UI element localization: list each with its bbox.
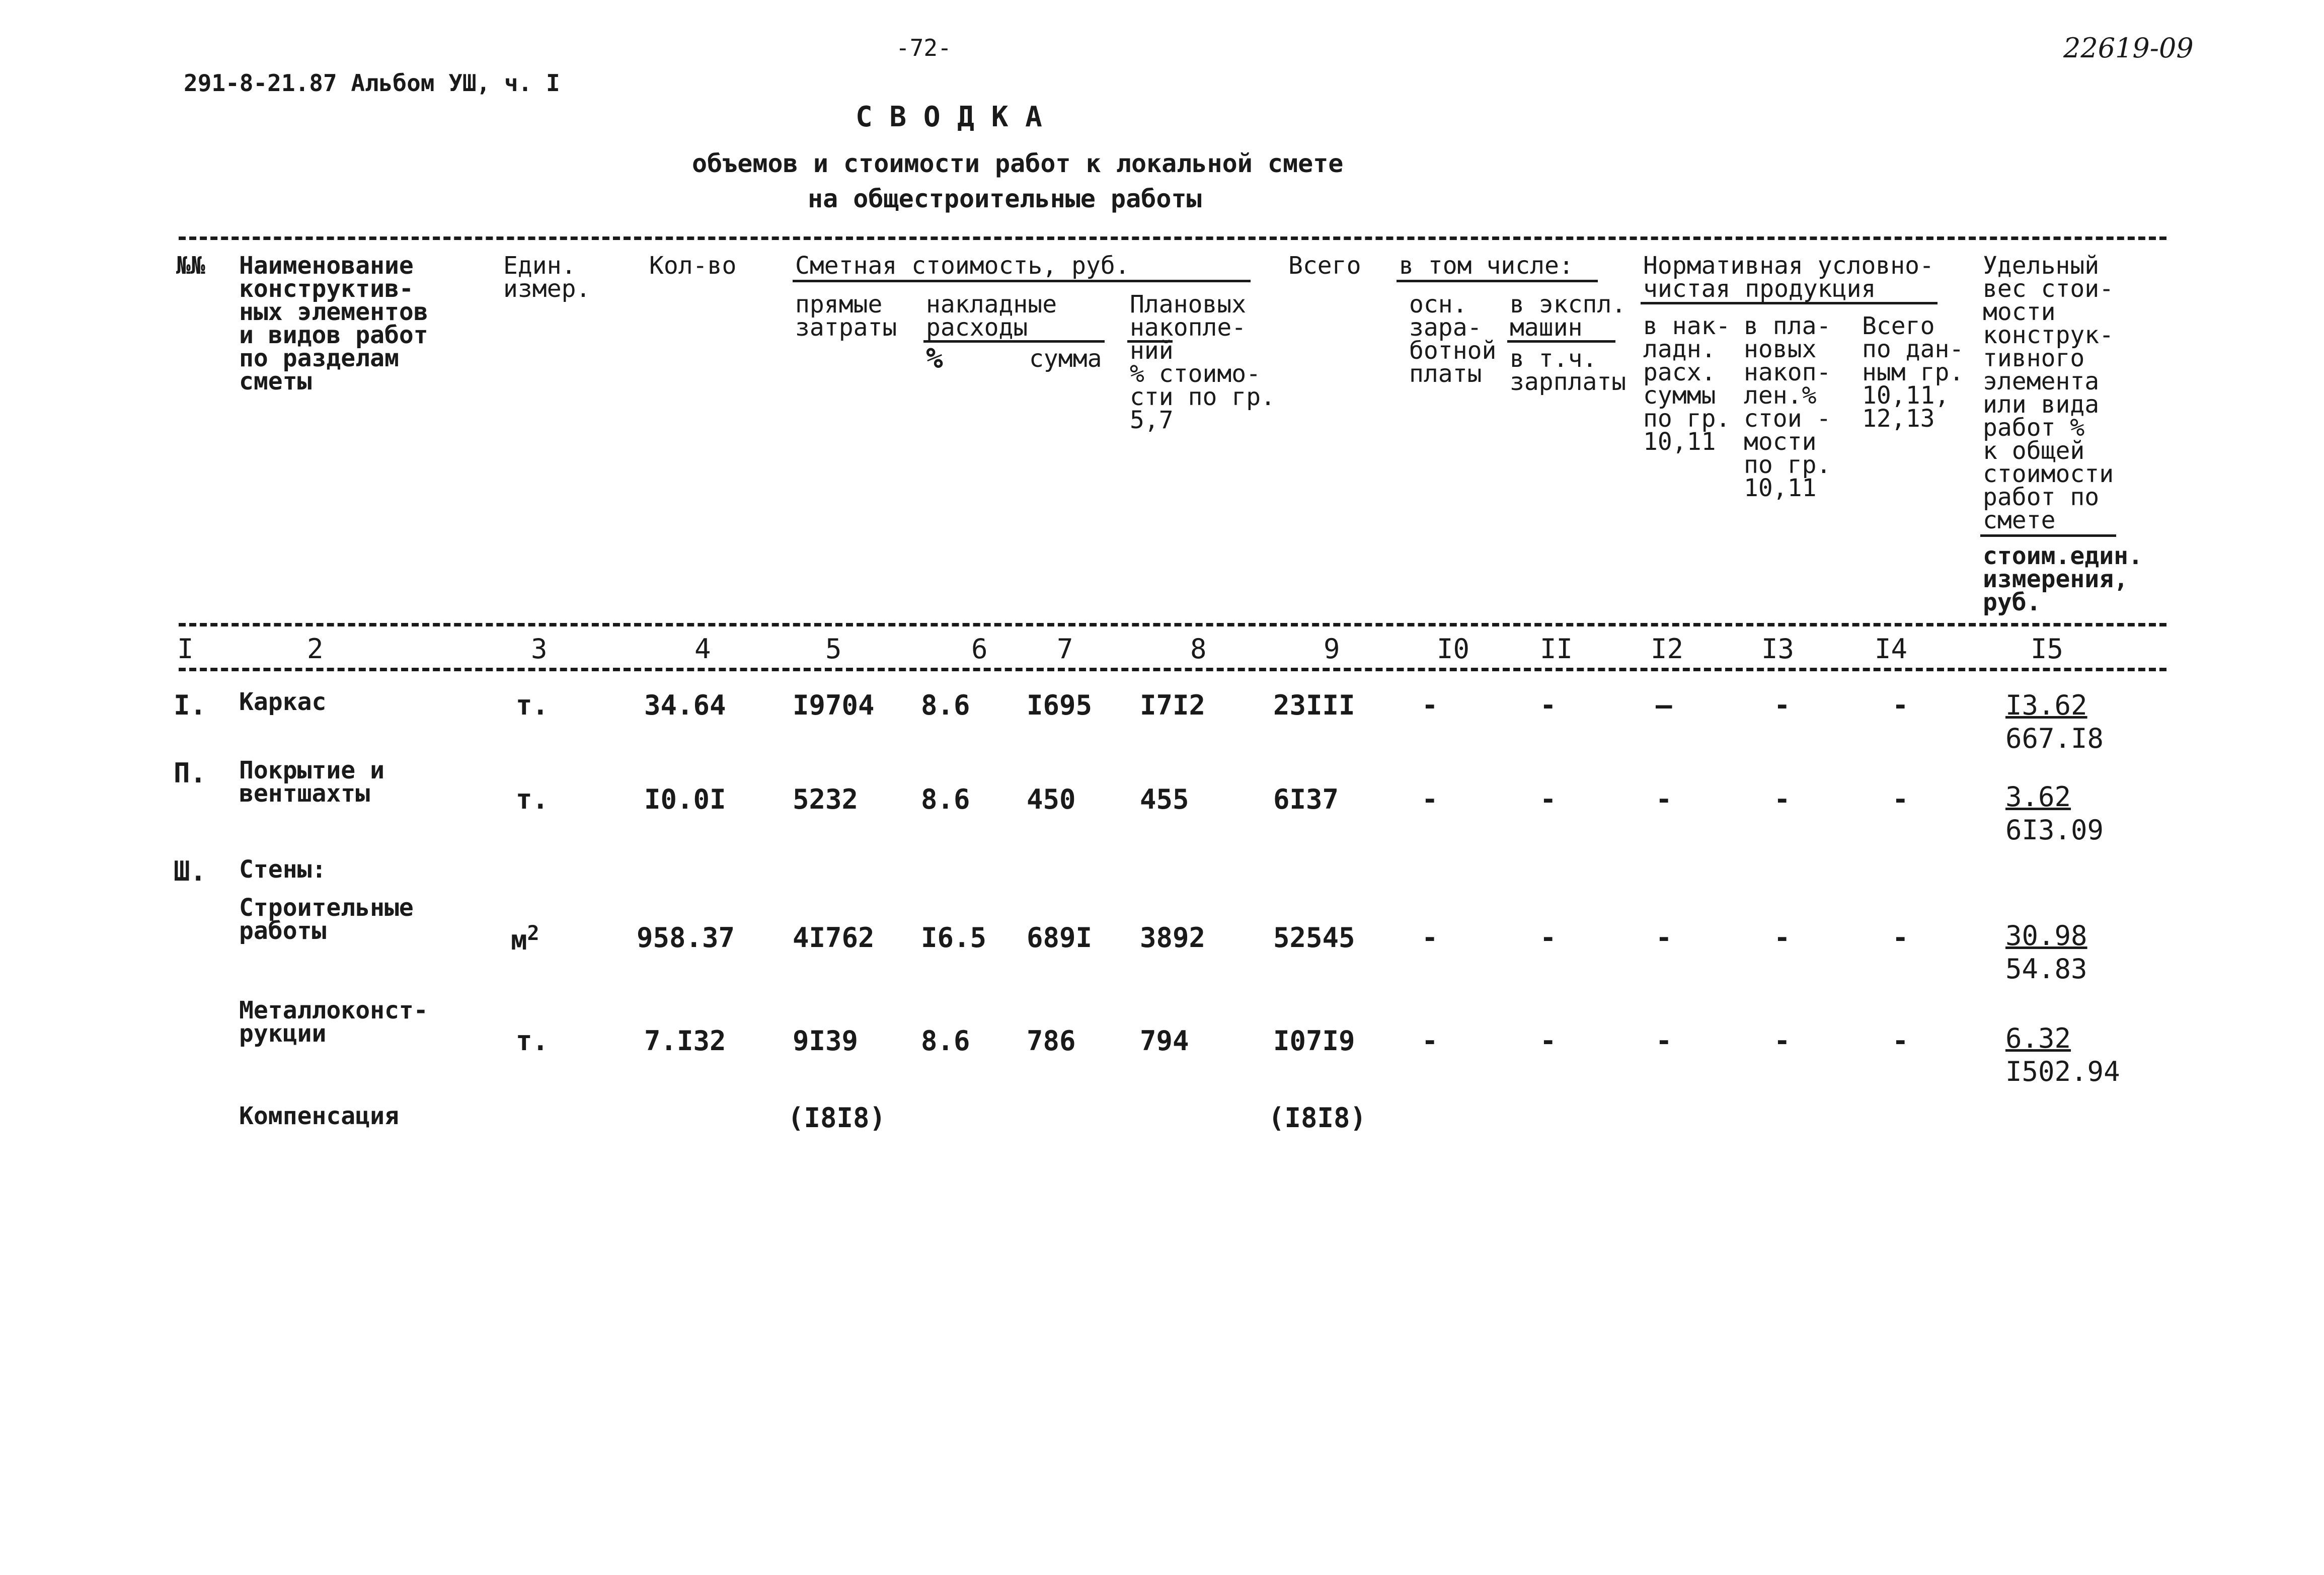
column-number: 9 — [1324, 633, 1340, 665]
underline-incl — [1397, 280, 1598, 282]
header-col-14: Всего по дан- ным гр. 10,11, 12,13 — [1862, 312, 1964, 433]
quantity: I0.0I — [644, 783, 726, 815]
unit: т. — [516, 689, 549, 721]
total: 23III — [1273, 689, 1355, 721]
overhead-sum: 786 — [1027, 1025, 1076, 1057]
col-13-value: - — [1774, 689, 1791, 721]
overhead-sum: I695 — [1027, 689, 1093, 721]
header-col-2: Наименование конструктив- ных элементов и видов работ по разделам сметы — [239, 252, 428, 396]
underline-norm — [1641, 302, 1938, 304]
header-col-7: сумма — [1029, 345, 1102, 373]
row-name: Металлоконст- рукции — [239, 996, 428, 1048]
underline-plan — [1127, 340, 1173, 343]
column-number: 4 — [694, 633, 711, 665]
header-col-15-bottom: стоим.един. измерения, руб. — [1983, 542, 2143, 616]
header-col-5: прямые затраты — [795, 290, 897, 342]
header-group-norm: Нормативная условно- чистая продукция — [1643, 252, 1934, 303]
column-number: 6 — [971, 633, 988, 665]
column-number: 5 — [825, 633, 842, 665]
header-col-11-top: в экспл. машин — [1510, 290, 1626, 342]
header-col-9: Всего — [1288, 252, 1361, 280]
direct-costs: 4I762 — [793, 922, 875, 954]
header-group-cost: Сметная стоимость, руб. — [795, 252, 1130, 280]
compensation-direct: (I8I8) — [788, 1102, 886, 1134]
unit-cost: I502.94 — [2005, 1056, 2120, 1087]
quantity: 958.37 — [637, 922, 735, 954]
total: 6I37 — [1273, 783, 1339, 815]
column-number: I2 — [1651, 633, 1684, 665]
column-numbers-rule — [179, 668, 2166, 671]
unit: т. — [516, 783, 549, 815]
header-overhead: накладные расходы — [926, 290, 1057, 342]
col-10-value: - — [1422, 1025, 1438, 1057]
underline-overhead — [923, 340, 1105, 343]
col-12-value: — — [1656, 689, 1672, 721]
direct-costs: I9704 — [793, 689, 875, 721]
quantity: 7.I32 — [644, 1025, 726, 1057]
col-13-value: - — [1774, 922, 1791, 954]
header-col-13: в пла- новых накоп- лен.% стои - мости по гр. 10,11 — [1744, 312, 1831, 502]
direct-costs: 5232 — [793, 783, 859, 815]
header-col-12: в нак- ладн. расх. суммы по гр. 10,11 — [1643, 312, 1731, 456]
col-13-value: - — [1774, 783, 1791, 815]
column-number: I4 — [1875, 633, 1908, 665]
page-number: -72- — [896, 34, 952, 61]
section-title: Стены: — [239, 855, 327, 884]
col-14-value: - — [1892, 922, 1909, 954]
column-number: 2 — [307, 633, 324, 665]
col-11-value: - — [1540, 922, 1557, 954]
unit-cost: 667.I8 — [2005, 723, 2104, 754]
underline-cost — [793, 280, 1251, 282]
header-col-6: % — [926, 342, 943, 375]
unit: т. — [516, 1025, 549, 1057]
col-14-value: - — [1892, 689, 1909, 721]
planned-savings: 3892 — [1140, 922, 1206, 954]
quantity: 34.64 — [644, 689, 726, 721]
unit-text: м — [511, 924, 527, 956]
header-col-4: Кол-во — [649, 252, 737, 280]
col-10-value: - — [1422, 922, 1438, 954]
cost-share: I3.62 — [2005, 689, 2087, 721]
subtitle-line-1: объемов и стоимости работ к локальной смете — [692, 149, 1344, 178]
document-title: С В О Д К А — [856, 101, 1042, 133]
col-13-value: - — [1774, 1025, 1791, 1057]
cost-share: 30.98 — [2005, 920, 2087, 952]
header-bottom-rule — [179, 623, 2166, 626]
col-10-value: - — [1422, 689, 1438, 721]
compensation-total: (I8I8) — [1268, 1102, 1367, 1134]
column-number: I0 — [1437, 633, 1470, 665]
underline-machines — [1507, 340, 1615, 343]
unit — [511, 922, 539, 956]
row-number: Ш. — [174, 855, 207, 887]
total: I07I9 — [1273, 1025, 1355, 1057]
header-col-11-bottom: в т.ч. зарплаты — [1510, 345, 1626, 396]
overhead-percent: 8.6 — [921, 1025, 970, 1057]
header-col-1: №№ — [176, 252, 205, 280]
col-12-value: - — [1656, 922, 1672, 954]
unit-cost: 6I3.09 — [2005, 814, 2104, 846]
col-12-value: - — [1656, 1025, 1672, 1057]
unit-exponent: 2 — [527, 922, 539, 945]
column-number: I3 — [1761, 633, 1795, 665]
table-top-rule — [179, 237, 2166, 240]
col-10-value: - — [1422, 783, 1438, 815]
document-code: 291-8-21.87 Альбом УШ, ч. I — [184, 69, 560, 97]
column-number: 3 — [531, 633, 548, 665]
column-number: II — [1540, 633, 1573, 665]
row-name: Строительные работы — [239, 894, 414, 945]
col-11-value: - — [1540, 1025, 1557, 1057]
direct-costs: 9I39 — [793, 1025, 859, 1057]
underline-share — [1980, 534, 2116, 537]
header-col-8: Плановых накопле- ний % стоимо- сти по гр. 5,7 — [1130, 290, 1275, 434]
row-name: Покрытие и вентшахты — [239, 756, 384, 808]
col-11-value: - — [1540, 689, 1557, 721]
row-number: П. — [174, 757, 207, 789]
overhead-percent: 8.6 — [921, 689, 970, 721]
handwritten-code: 22619-09 — [2063, 32, 2194, 64]
compensation-label: Компенсация — [239, 1102, 399, 1130]
column-number: I5 — [2031, 633, 2064, 665]
overhead-sum: 689I — [1027, 922, 1093, 954]
col-14-value: - — [1892, 783, 1909, 815]
column-number: 8 — [1190, 633, 1207, 665]
overhead-sum: 450 — [1027, 783, 1076, 815]
planned-savings: 455 — [1140, 783, 1189, 815]
row-name: Каркас — [239, 688, 327, 716]
row-number: I. — [174, 689, 207, 721]
header-col-15-top: Удельный вес стои- мости конструк- тивного элемента или вида работ % к общей стоимости работ по смете — [1983, 252, 2114, 534]
col-12-value: - — [1656, 783, 1672, 815]
col-11-value: - — [1540, 783, 1557, 815]
column-number: 7 — [1057, 633, 1073, 665]
col-14-value: - — [1892, 1025, 1909, 1057]
total: 52545 — [1273, 922, 1355, 954]
planned-savings: I7I2 — [1140, 689, 1206, 721]
header-col-10: осн. зара- ботной платы — [1409, 290, 1497, 388]
overhead-percent: I6.5 — [921, 922, 987, 954]
cost-share: 3.62 — [2005, 781, 2071, 813]
column-number: I — [177, 633, 194, 665]
planned-savings: 794 — [1140, 1025, 1189, 1057]
header-col-3: Един. измер. — [503, 252, 591, 303]
unit-cost: 54.83 — [2005, 953, 2087, 985]
cost-share: 6.32 — [2005, 1022, 2071, 1054]
subtitle-line-2: на общестроительные работы — [808, 184, 1202, 213]
header-group-incl: в том числе: — [1399, 252, 1574, 280]
overhead-percent: 8.6 — [921, 783, 970, 815]
